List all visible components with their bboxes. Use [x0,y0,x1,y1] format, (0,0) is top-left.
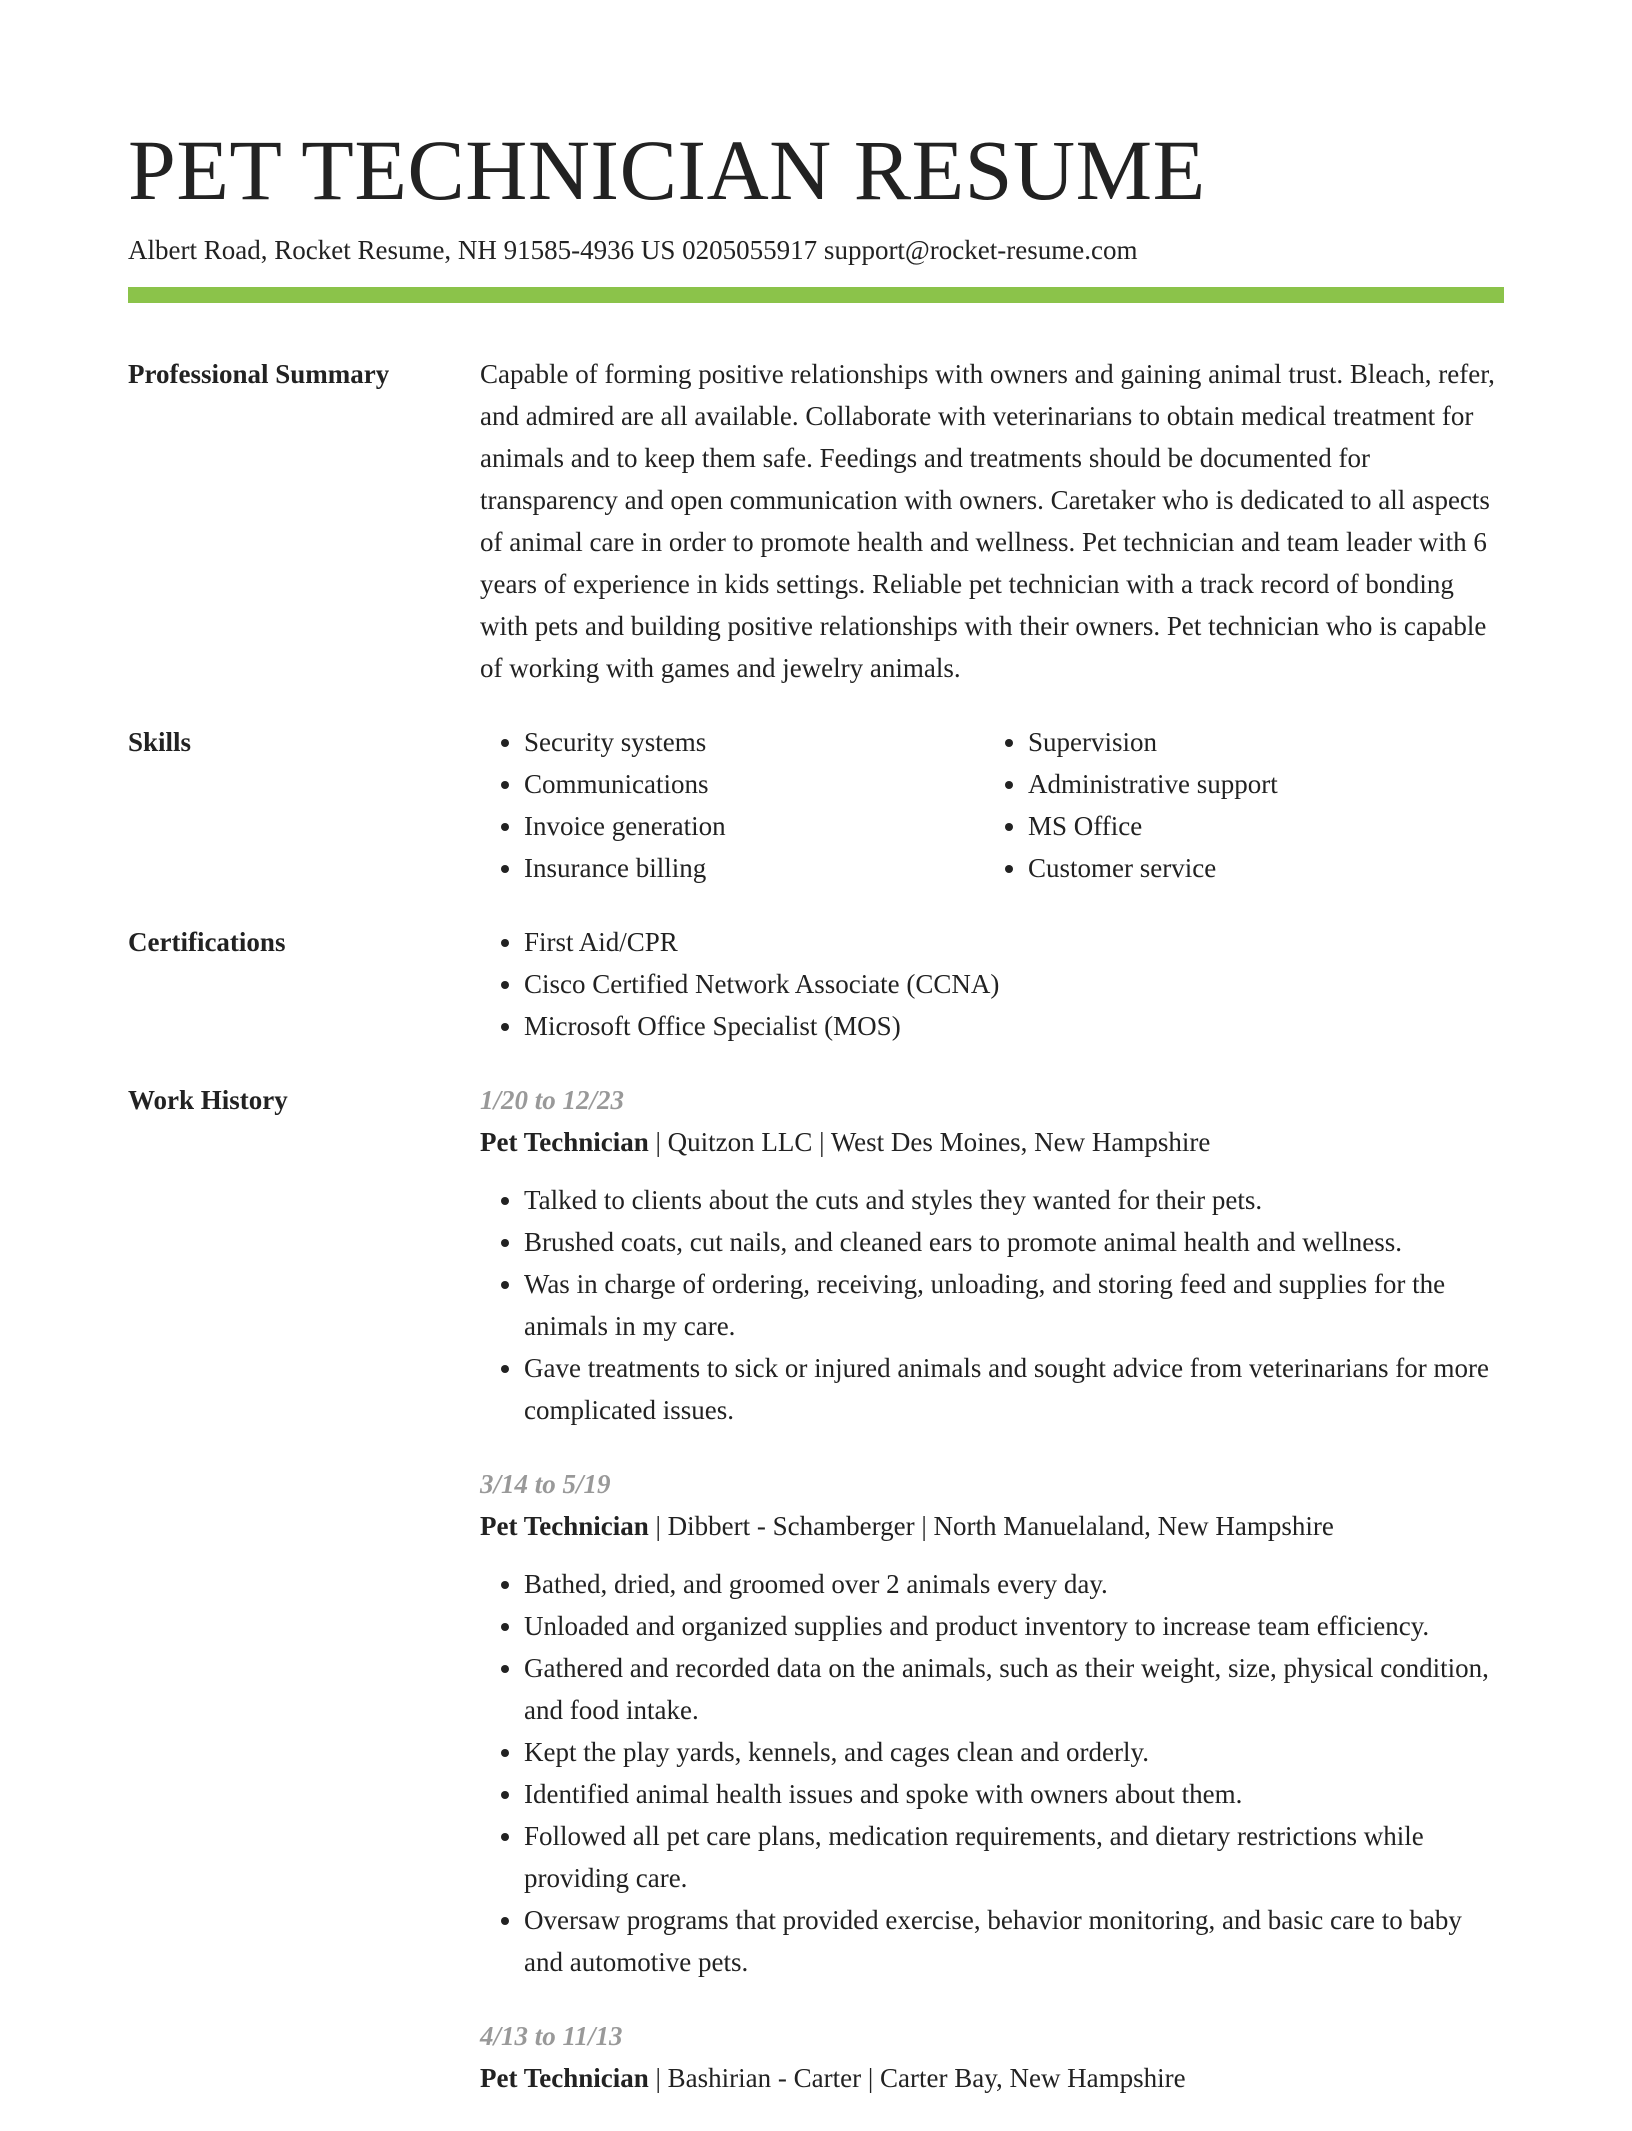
skills-column-left [480,721,984,889]
job-duty: • Unloaded and organized supplies and product inventory to increase team efficiency. [524,1605,1504,1647]
job-duty: • Followed all pet care plans, medication requirements, and dietary restrictions while providing care. [524,1815,1504,1899]
skill-item: • Security systems [524,721,984,763]
job-date: 4/13 to 11/13 [480,2021,623,2051]
skills-list-right [984,721,1488,889]
skills-section [128,721,1504,889]
work-history-body [480,1079,1504,2131]
contact-line: Albert Road, Rocket Resume, NH 91585-4936 US 0205055917 support@rocket-resume.com [128,235,1138,265]
job-date: 1/20 to 12/23 [480,1085,625,1115]
work-history-section [128,1079,1504,2131]
job-employer-location: | Bashirian - Carter | Carter Bay, New Hampshire [648,2063,1186,2093]
job-employer-location: | Dibbert - Schamberger | North Manuelaland, New Hampshire [648,1511,1334,1541]
job-heading [480,1505,1504,1547]
job-duty: • Talked to clients about the cuts and styles they wanted for their pets. [524,1179,1504,1221]
header-divider [128,287,1504,303]
skill-item: • MS Office [1028,805,1488,847]
summary-text: Capable of forming positive relationships with owners and gaining animal trust. Bleach, refer, and admired are all available. Collaborate with veterinarians to obtain medical treatment for animals and to keep them safe. Feedings and treatments should be documented for transparency and open communication with owners. Caretaker who is dedicated to all aspects of animal care in order to promote health and wellness. Pet technician and team leader with 6 years of experience in kids settings. Reliable pet technician with a track record of bonding with pets and building positive relationships with their owners. Pet technician who is capable of working with games and jewelry animals. [480,359,1495,683]
professional-summary-section [128,353,1504,689]
job-title: Pet Technician [480,2063,649,2093]
resume-page [128,0,1504,2131]
certifications-section [128,921,1504,1047]
section-label-summary: Professional Summary [128,359,390,389]
job-title: Pet Technician [480,1127,649,1157]
job-duty: • Gathered and recorded data on the animals, such as their weight, size, physical condition, and food intake. [524,1647,1504,1731]
job-duty: • Bathed, dried, and groomed over 2 animals every day. [524,1563,1504,1605]
resume-title: PET TECHNICIAN RESUME [128,122,1206,218]
section-label-certifications: Certifications [128,927,286,957]
job-duties-list [480,1563,1504,1983]
job-date: 3/14 to 5/19 [480,1469,611,1499]
skill-item: • Insurance billing [524,847,984,889]
job-entry [480,1079,1504,1431]
job-duties-list [480,1179,1504,1431]
skill-item: • Administrative support [1028,763,1488,805]
skills-list-left [480,721,984,889]
job-duty: • Brushed coats, cut nails, and cleaned ears to promote animal health and wellness. [524,1221,1504,1263]
skill-item: • Communications [524,763,984,805]
job-duty: • Oversaw programs that provided exercise, behavior monitoring, and basic care to baby and automotive pets. [524,1899,1504,1983]
skill-item: • Customer service [1028,847,1488,889]
job-heading [480,2057,1504,2099]
job-title: Pet Technician [480,1511,649,1541]
certification-item: • First Aid/CPR [524,921,1504,963]
section-label-skills: Skills [128,727,192,757]
skills-column-right [984,721,1488,889]
job-duty: • Gave treatments to sick or injured animals and sought advice from veterinarians for more complicated issues. [524,1347,1504,1431]
job-heading [480,1121,1504,1163]
section-label-work-history: Work History [128,1085,288,1115]
job-employer-location: | Quitzon LLC | West Des Moines, New Hampshire [648,1127,1211,1157]
certification-item: • Microsoft Office Specialist (MOS) [524,1005,1504,1047]
skill-item: • Supervision [1028,721,1488,763]
certifications-body [480,921,1504,1047]
job-entry [480,2015,1504,2099]
certification-item: • Cisco Certified Network Associate (CCNA) [524,963,1504,1005]
summary-body [480,353,1504,689]
job-entry [480,1463,1504,1983]
certifications-list [480,921,1504,1047]
job-duty: • Was in charge of ordering, receiving, unloading, and storing feed and supplies for the animals in my care. [524,1263,1504,1347]
job-duty: • Kept the play yards, kennels, and cages clean and orderly. [524,1731,1504,1773]
job-duty: • Identified animal health issues and spoke with owners about them. [524,1773,1504,1815]
skills-body [480,721,1504,889]
skill-item: • Invoice generation [524,805,984,847]
